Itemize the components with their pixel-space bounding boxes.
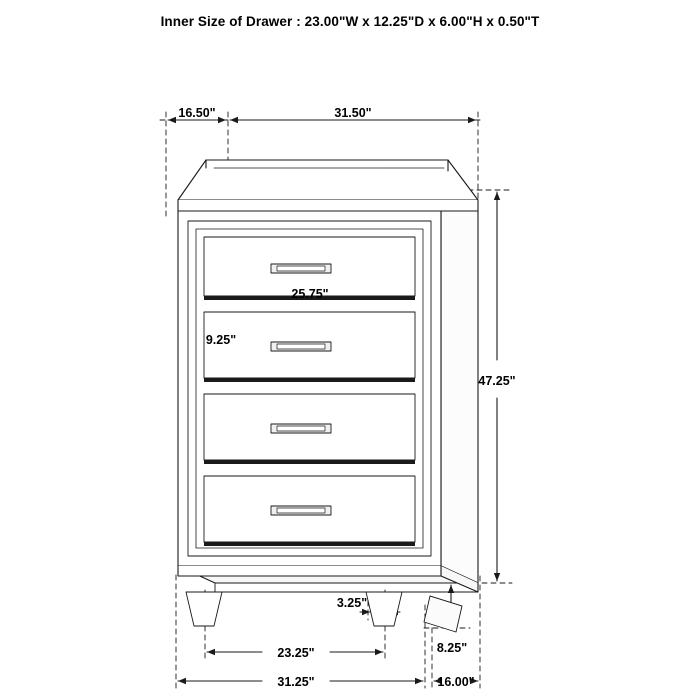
- dim-leg-inset: 3.25": [336, 596, 368, 610]
- dim-leg-span: 23.25": [277, 646, 315, 660]
- dim-top-width: 31.50": [334, 106, 372, 120]
- dim-top-depth: 16.50": [178, 106, 216, 120]
- dim-leg-height: 8.25": [436, 641, 468, 655]
- dim-total-height: 47.25": [478, 374, 516, 388]
- dim-base-width: 31.25": [277, 675, 315, 689]
- page-title: Inner Size of Drawer : 23.00"W x 12.25"D x 6.00"H x 0.50"T: [160, 14, 540, 29]
- dim-base-depth: 16.00": [437, 675, 475, 689]
- dim-drawer-height: 9.25": [205, 333, 237, 347]
- dim-drawer-front-width: 25.75": [291, 287, 329, 301]
